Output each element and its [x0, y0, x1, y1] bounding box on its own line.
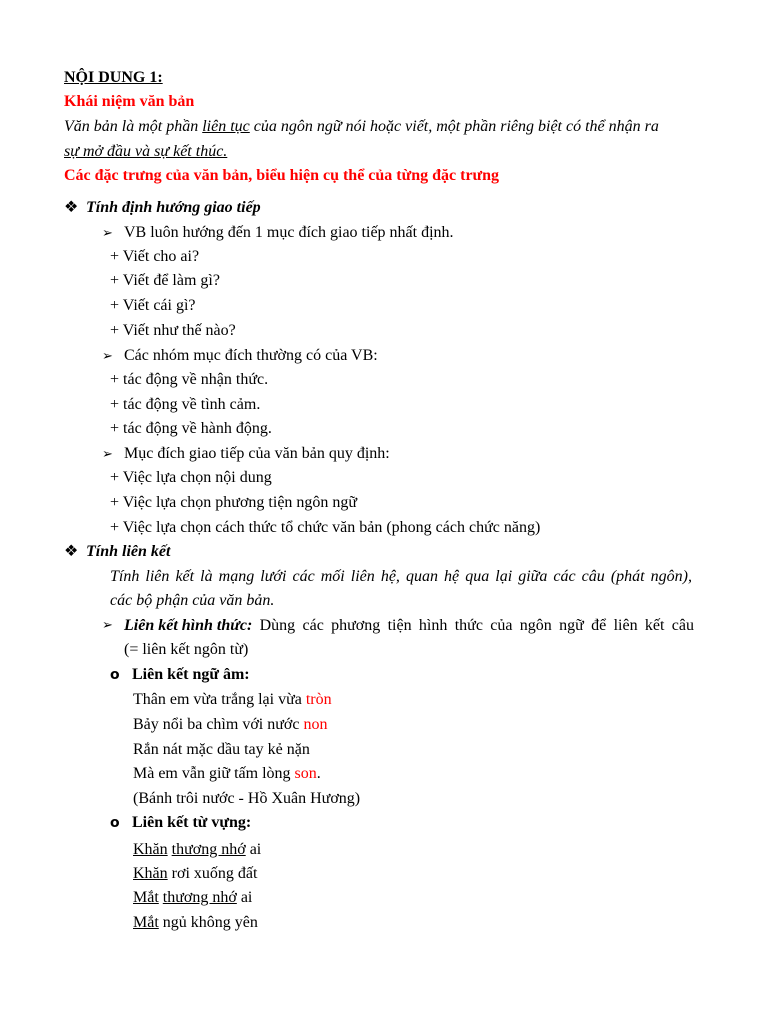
- definition-line-2: sự mở đầu và sự kết thúc.: [64, 143, 228, 160]
- definition-part-1: Văn bản là một phần: [64, 118, 203, 135]
- form-cohesion-text: Dùng các phương tiện hình thức của ngôn ngữ để liên kết câu: [252, 617, 694, 634]
- list-item: + Việc lựa chọn nội dung: [110, 469, 272, 486]
- section1-title: Tính định hướng giao tiếp: [86, 199, 261, 216]
- concept-title: Khái niệm văn bản: [64, 93, 195, 110]
- verse-rest: rơi xuống đất: [167, 865, 258, 882]
- poem-text: Bảy nổi ba chìm với nước: [133, 716, 304, 733]
- diamond-bullet-icon: ❖: [64, 543, 79, 560]
- definition-line-1: [64, 117, 659, 137]
- section2-title: Tính liên kết: [86, 543, 171, 560]
- lexical-cohesion: [110, 813, 251, 833]
- list-item: + tác động về nhận thức.: [110, 371, 269, 388]
- poem-end: .: [316, 765, 321, 782]
- list-item: + Viết cho ai?: [110, 248, 200, 265]
- circle-bullet-icon: o: [110, 815, 120, 831]
- form-cohesion-line-2: (= liên kết ngôn từ): [124, 641, 249, 658]
- section-heading: NỘI DUNG 1:: [64, 69, 163, 86]
- verse-rest: ai: [236, 889, 253, 906]
- verse-rest: ngủ không yên: [158, 914, 258, 931]
- section2-header: [64, 542, 170, 562]
- poem-line: [133, 715, 327, 735]
- verse-line: [133, 913, 258, 933]
- definition-part-2: của ngôn ngữ nói hoặc viết, một phần riêng biệt có thể nhận ra: [249, 118, 659, 135]
- point3: [102, 444, 390, 465]
- verse-rest: ai: [245, 841, 262, 858]
- features-title: Các đặc trưng của văn bản, biểu hiện cụ thể của từng đặc trưng: [64, 167, 500, 184]
- poem-text: Mà em vẫn giữ tấm lòng: [133, 765, 295, 782]
- arrow-bullet-icon: ➢: [102, 618, 113, 633]
- list-item: + tác động về tình cảm.: [110, 396, 261, 413]
- verse-line: [133, 888, 252, 908]
- poem-line: [133, 764, 321, 784]
- cohesion-description-line-2: các bộ phận của văn bản.: [110, 592, 275, 609]
- section1-header: [64, 198, 261, 218]
- list-item: + Viết cái gì?: [110, 297, 196, 314]
- point1: [102, 223, 454, 244]
- repeated-word: Khăn: [133, 865, 168, 882]
- form-cohesion: [102, 616, 694, 636]
- rhyme-word: son: [294, 765, 317, 782]
- point2: [102, 346, 378, 367]
- definition-underlined: liên tục: [202, 118, 250, 135]
- point1-text: VB luôn hướng đến 1 mục đích giao tiếp nhất định.: [124, 224, 454, 241]
- poem-text: Rắn nát mặc dầu tay kẻ nặn: [133, 741, 310, 758]
- repeated-word: Mắt: [133, 889, 159, 906]
- list-item: + Việc lựa chọn cách thức tổ chức văn bản (phong cách chức năng): [110, 519, 541, 536]
- repeated-word: Mắt: [133, 914, 159, 931]
- cohesion-description-line-1: Tính liên kết là mạng lưới các mối liên hệ, quan hệ qua lại giữa các câu (phát ngôn),: [110, 568, 692, 585]
- poem-line: [133, 740, 310, 760]
- poem-text: Thân em vừa trắng lại vừa: [133, 691, 306, 708]
- phonetic-cohesion: [110, 665, 250, 685]
- phonetic-cohesion-label: Liên kết ngữ âm:: [132, 666, 250, 683]
- lexical-cohesion-label: Liên kết từ vựng:: [132, 814, 252, 831]
- arrow-bullet-icon: ➢: [102, 349, 113, 364]
- list-item: + Việc lựa chọn phương tiện ngôn ngữ: [110, 494, 358, 511]
- rhyme-word: non: [303, 716, 328, 733]
- repeated-word: Khăn: [133, 841, 168, 858]
- repeated-word: thương nhớ: [171, 841, 246, 858]
- list-item: + Viết để làm gì?: [110, 272, 220, 289]
- rhyme-word: tròn: [305, 691, 332, 708]
- repeated-word: thương nhớ: [162, 889, 237, 906]
- poem-line: [133, 690, 332, 710]
- point3-text: Mục đích giao tiếp của văn bản quy định:: [124, 445, 390, 462]
- arrow-bullet-icon: ➢: [102, 226, 113, 241]
- point2-text: Các nhóm mục đích thường có của VB:: [124, 347, 378, 364]
- circle-bullet-icon: o: [110, 667, 120, 683]
- poem-source: (Bánh trôi nước - Hồ Xuân Hương): [133, 790, 361, 807]
- verse-line: [133, 864, 257, 884]
- arrow-bullet-icon: ➢: [102, 447, 113, 462]
- list-item: + tác động về hành động.: [110, 420, 272, 437]
- diamond-bullet-icon: ❖: [64, 199, 79, 216]
- verse-line: [133, 840, 261, 860]
- list-item: + Viết như thế nào?: [110, 322, 236, 339]
- form-cohesion-label: Liên kết hình thức:: [124, 617, 253, 634]
